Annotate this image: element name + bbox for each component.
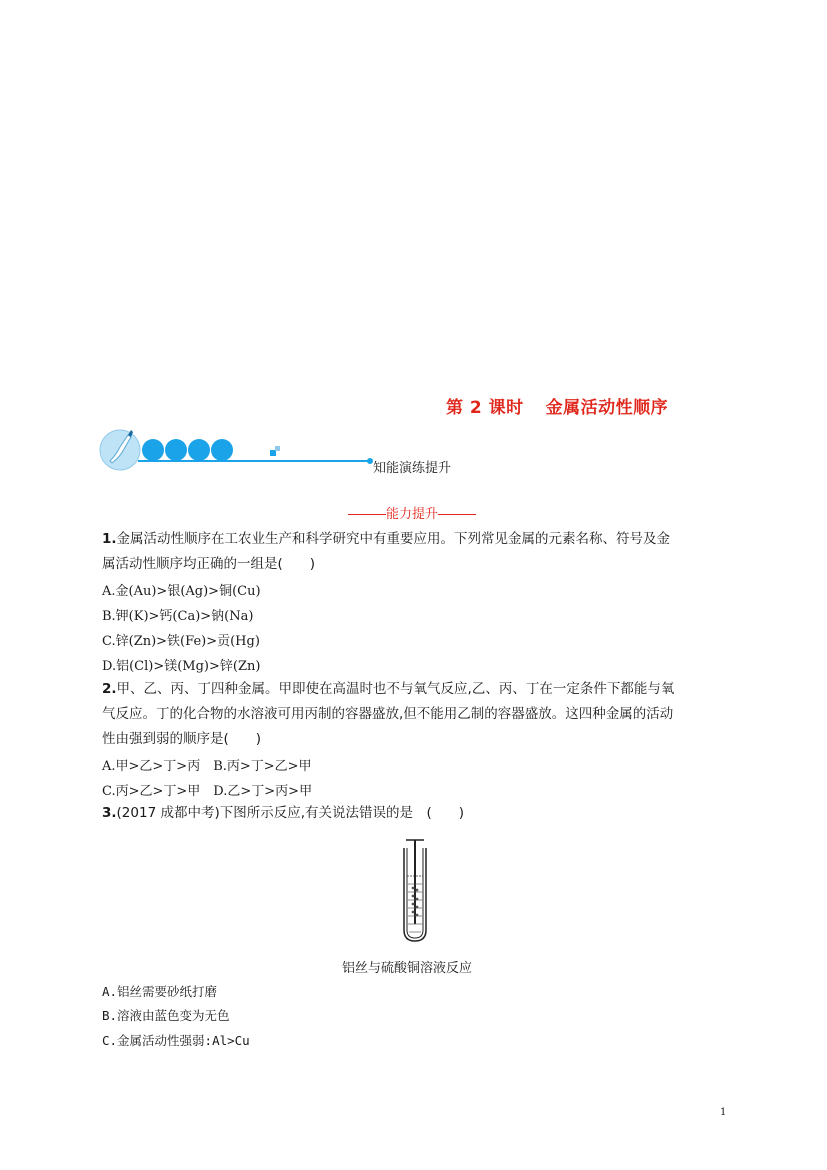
question-line: 性由强到弱的顺序是( ) bbox=[102, 731, 262, 747]
question-line: 金属活动性顺序在工农业生产和科学研究中有重要应用。下列常见金属的元素名称、符号及金 bbox=[116, 531, 671, 547]
section-heading-text: 能力提升 bbox=[386, 507, 439, 522]
lesson-number: 第 2 课时 bbox=[446, 398, 524, 418]
option-1a: A.金(Au)>银(Ag)>铜(Cu) bbox=[102, 584, 261, 599]
dot-3 bbox=[188, 439, 210, 461]
option-2cd: C.丙>乙>丁>甲 D.乙>丁>丙>甲 bbox=[102, 784, 313, 799]
figure-caption: 铝丝与硫酸铜溶液反应 bbox=[342, 961, 473, 976]
question-number: 2. bbox=[102, 681, 117, 697]
dot-4 bbox=[211, 439, 233, 461]
question-line: 气反应。丁的化合物的水溶液可用丙制的容器盛放,但不能用乙制的容器盛放。这四种金属的活动 bbox=[102, 706, 674, 722]
question-number: 1. bbox=[102, 531, 117, 547]
option-2ab: A.甲>乙>丁>丙 B.丙>丁>乙>甲 bbox=[102, 759, 312, 774]
lesson-title bbox=[446, 393, 668, 418]
dot-2 bbox=[165, 439, 187, 461]
test-tube-figure bbox=[396, 838, 434, 946]
option-3a: A.铝丝需要砂纸打磨 bbox=[102, 984, 218, 999]
section-heading bbox=[348, 503, 476, 522]
question-2 bbox=[102, 677, 674, 752]
question-line: (2017 成都中考)下图所示反应,有关说法错误的是 ( ) bbox=[116, 805, 465, 821]
question-line: 属活动性顺序均正确的一组是( ) bbox=[102, 556, 316, 572]
page-number: 1 bbox=[720, 1107, 727, 1118]
option-3c: C.金属活动性强弱:Al>Cu bbox=[102, 1033, 250, 1048]
question-number: 3. bbox=[102, 805, 117, 821]
dot-1 bbox=[142, 439, 164, 461]
option-3b: B.溶液由蓝色变为无色 bbox=[102, 1008, 230, 1023]
question-line: 甲、乙、丙、丁四种金属。甲即使在高温时也不与氧气反应,乙、丙、丁在一定条件下都能与氧 bbox=[116, 681, 675, 697]
banner-label: 知能演练提升 bbox=[373, 461, 452, 476]
option-1b: B.钾(K)>钙(Ca)>钠(Na) bbox=[102, 609, 254, 624]
lesson-topic: 金属活动性顺序 bbox=[545, 398, 669, 418]
question-1 bbox=[102, 527, 670, 577]
option-1c: C.锌(Zn)>铁(Fe)>贡(Hg) bbox=[102, 634, 260, 649]
question-3 bbox=[102, 801, 464, 826]
option-1d: D.铝(Cl)>镁(Mg)>锌(Zn) bbox=[102, 659, 261, 674]
